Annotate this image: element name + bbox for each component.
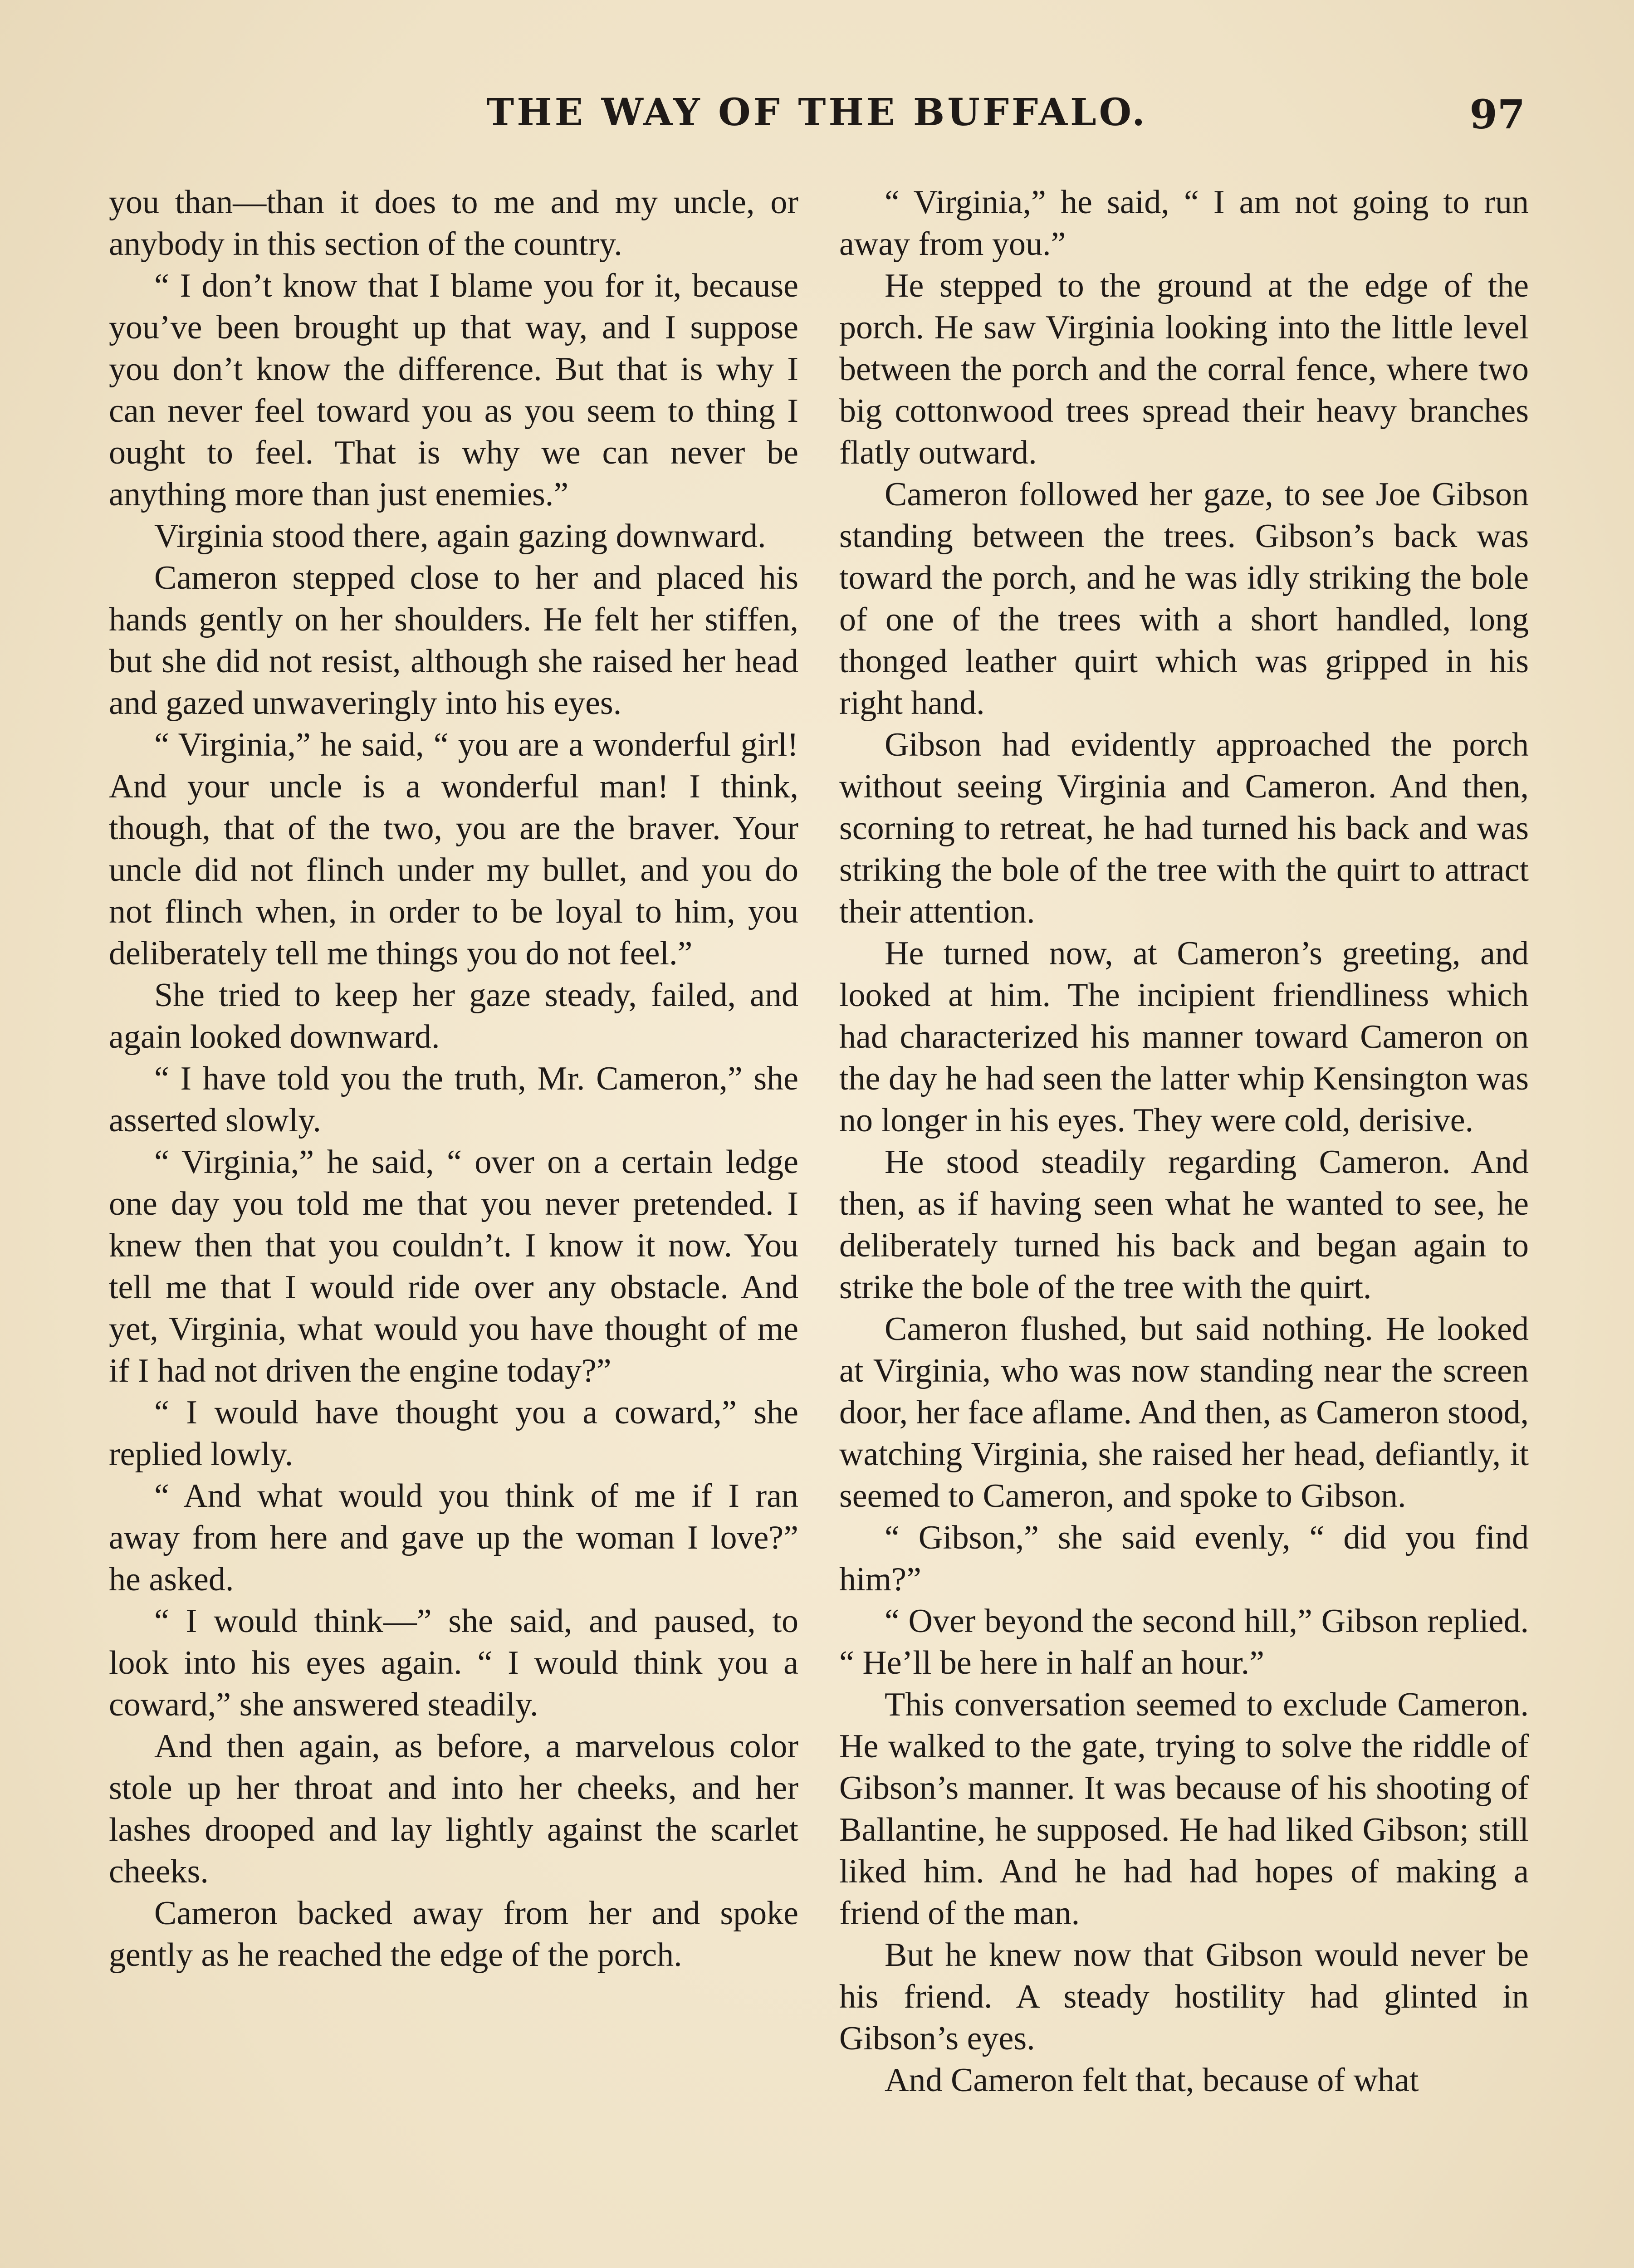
paragraph: “ Virginia,” he said, “ I am not going to run away from you.” bbox=[839, 184, 1529, 263]
paragraph: She tried to keep her gaze steady, failed, and again looked downward. bbox=[109, 977, 798, 1056]
paragraph: Cameron backed away from her and spoke gently as he reached the edge of the porch. bbox=[109, 1895, 798, 1974]
paragraph: “ Virginia,” he said, “ over on a certain ledge one day you told me that you never pretended. I knew then that you couldn’t. I know it now. You tell me that I would ride over any obstacle. And yet, Virginia, what would you have thought of me if I had not driven the engine today?” bbox=[109, 1144, 798, 1389]
paragraph: And then again, as before, a marvelous color stole up her throat and into her cheeks, and her lashes drooped and lay lightly against the scarlet cheeks. bbox=[109, 1728, 798, 1890]
paragraph: “ I would have thought you a coward,” she replied lowly. bbox=[109, 1394, 798, 1473]
paragraph: He turned now, at Cameron’s greeting, and looked at him. The incipient friendliness which had characterized his manner toward Cameron on the day he had seen the latter whip Kensington was no longer in his eyes. They were cold, derisive. bbox=[839, 935, 1529, 1139]
right-column bbox=[839, 181, 1529, 2268]
paragraph: “ I have told you the truth, Mr. Cameron,” she asserted slowly. bbox=[109, 1060, 798, 1139]
paragraph: He stood steadily regarding Cameron. And then, as if having seen what he wanted to see, he deliberately turned his back and began again to strike the bole of the tree with the quirt. bbox=[839, 1144, 1529, 1306]
paragraph: “ I don’t know that I blame you for it, because you’ve been brought up that way, and I suppose you don’t know the difference. But that is why I can never feel toward you as you seem to thing I ought to feel. That is why we can never be anything more than just enemies.” bbox=[109, 267, 798, 513]
paragraph: And Cameron felt that, because of what bbox=[885, 2062, 1419, 2099]
paragraph: Virginia stood there, again gazing downward. bbox=[154, 518, 766, 555]
paragraph: But he knew now that Gibson would never be his friend. A steady hostility had glinted in Gibson’s eyes. bbox=[839, 1936, 1529, 2057]
paragraph: “ Over beyond the second hill,” Gibson replied. “ He’ll be here in half an hour.” bbox=[839, 1603, 1529, 1681]
running-title: THE WAY OF THE BUFFALO. bbox=[486, 91, 1148, 134]
paragraph: Cameron flushed, but said nothing. He looked at Virginia, who was now standing near the screen door, her face aflame. And then, as Cameron stood, watching Virginia, she raised her head, defiantly, it seemed to Cameron, and spoke to Gibson. bbox=[839, 1310, 1529, 1515]
paragraph: Cameron stepped close to her and placed his hands gently on her shoulders. He felt her stiffen, but she did not resist, although she raised her head and gazed unwaveringly into his eyes. bbox=[109, 559, 798, 722]
paragraph: Cameron followed her gaze, to see Joe Gibson standing between the trees. Gibson’s back was toward the porch, and he was idly striking the bole of one of the trees with a short handled, long thonged leather quirt which was gripped in his right hand. bbox=[839, 476, 1529, 722]
paragraph: “ And what would you think of me if I ran away from here and gave up the woman I love?” he asked. bbox=[109, 1477, 798, 1598]
paragraph: He stepped to the ground at the edge of the porch. He saw Virginia looking into the little level between the porch and the corral fence, where two big cottonwood trees spread their heavy branches flatly outward. bbox=[839, 267, 1529, 471]
paragraph: “ I would think—” she said, and paused, to look into his eyes again. “ I would think you a coward,” she answered steadily. bbox=[109, 1603, 798, 1723]
left-column bbox=[109, 181, 798, 2268]
paragraph: This conversation seemed to exclude Cameron. He walked to the gate, trying to solve the riddle of Gibson’s manner. It was because of his shooting of Ballantine, he supposed. He had liked Gibson; still liked him. And he had had hopes of making a friend of the man. bbox=[839, 1686, 1529, 1932]
page-header bbox=[109, 91, 1525, 154]
paragraph: Gibson had evidently approached the porch without seeing Virginia and Cameron. And then, scorning to retreat, he had turned his back and was striking the bole of the tree with the quirt to attract their attention. bbox=[839, 726, 1529, 930]
paragraph: you than—than it does to me and my uncle, or anybody in this section of the country. bbox=[109, 184, 798, 263]
paragraph: “ Virginia,” he said, “ you are a wonderful girl! And your uncle is a wonderful man! I think, though, that of the two, you are the braver. Your uncle did not flinch under my bullet, and you do not flinch when, in order to be loyal to him, you deliberately tell me things you do not feel.” bbox=[109, 726, 798, 972]
page-number: 97 bbox=[1469, 91, 1525, 138]
paragraph: “ Gibson,” she said evenly, “ did you find him?” bbox=[839, 1519, 1529, 1598]
